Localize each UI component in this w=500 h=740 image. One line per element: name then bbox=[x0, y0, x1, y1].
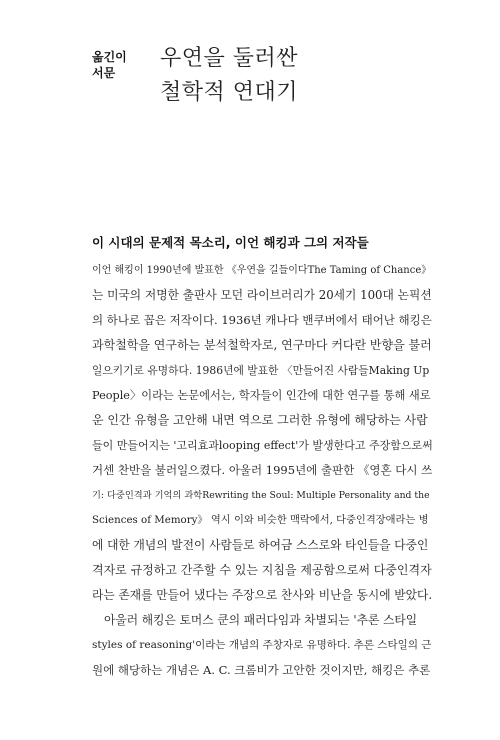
paragraph-2 bbox=[92, 608, 434, 683]
text-line: 거센 찬반을 불러일으켰다. 아울러 1995년에 출판한 《영혼 다시 쓰 bbox=[92, 463, 433, 477]
text-line: Sciences of Memory》 역시 이와 비슷한 맥락에서, 다중인격장애라는 병 bbox=[92, 514, 429, 526]
text-line: 이언 해킹이 1990년에 발표한 《우연을 길들이다The Taming of Chance》 bbox=[92, 265, 432, 276]
chapter-title bbox=[160, 42, 298, 110]
text-line: 원에 해당하는 개념은 A. C. 크롬비가 고안한 것이지만, 해킹은 추론 bbox=[92, 663, 431, 677]
section-label-line-2: 서문 bbox=[92, 66, 116, 80]
text-line: styles of reasoning'이라는 개념의 주창자로 유명하다. 추론 스타일의 근 bbox=[92, 639, 432, 651]
text-line: People〉이라는 논문에서는, 학자들이 인간에 대한 연구를 통해 새로 bbox=[92, 389, 431, 402]
text-line: 라는 존재를 만들어 냈다는 주장으로 찬사와 비난을 동시에 받았다. bbox=[92, 588, 433, 602]
text-line: 기: 다중인격과 기억의 과학Rewriting the Soul: Multiple Personality and the bbox=[92, 490, 430, 501]
text-line: 들이 만들어지는 '고리효과looping effect'가 발생한다고 주장함으로써 bbox=[92, 439, 433, 452]
chapter-title-line-2: 철학적 연대기 bbox=[160, 80, 299, 105]
text-line: 운 인간 유형을 고안해 내면 역으로 그러한 유형에 해당하는 사람 bbox=[92, 413, 428, 427]
text-line: 는 미국의 저명한 출판사 모던 라이브러리가 20세기 100대 논픽션 bbox=[92, 288, 432, 302]
text-line: 일으키기로 유명하다. 1986년에 발표한 〈만들어진 사람들Making Up bbox=[92, 364, 430, 377]
section-label bbox=[92, 49, 127, 81]
text-line: 과학철학을 연구하는 분석철학자로, 연구마다 커다란 반향을 불러 bbox=[92, 338, 432, 352]
body-text bbox=[92, 258, 434, 683]
text-line: 의 하나로 꼽은 저작이다. 1936년 캐나다 밴쿠버에서 태어난 해킹은 bbox=[92, 313, 432, 327]
text-line: 격자로 규정하고 간주할 수 있는 지침을 제공함으로써 다중인격자 bbox=[92, 563, 432, 577]
chapter-title-line-1: 우연을 둘러싼 bbox=[160, 46, 299, 71]
section-heading: 이 시대의 문제적 목소리, 이언 해킹과 그의 저작들 bbox=[92, 235, 369, 250]
text-line: 아울러 해킹은 토머스 쿤의 패러다임과 차별되는 '추론 스타일 bbox=[104, 613, 418, 627]
paragraph-1 bbox=[92, 258, 434, 608]
text-line: 에 대한 개념의 발전이 사람들로 하여금 스스로와 타인들을 다중인 bbox=[92, 538, 429, 552]
section-label-line-1: 옮긴이 bbox=[92, 50, 127, 64]
